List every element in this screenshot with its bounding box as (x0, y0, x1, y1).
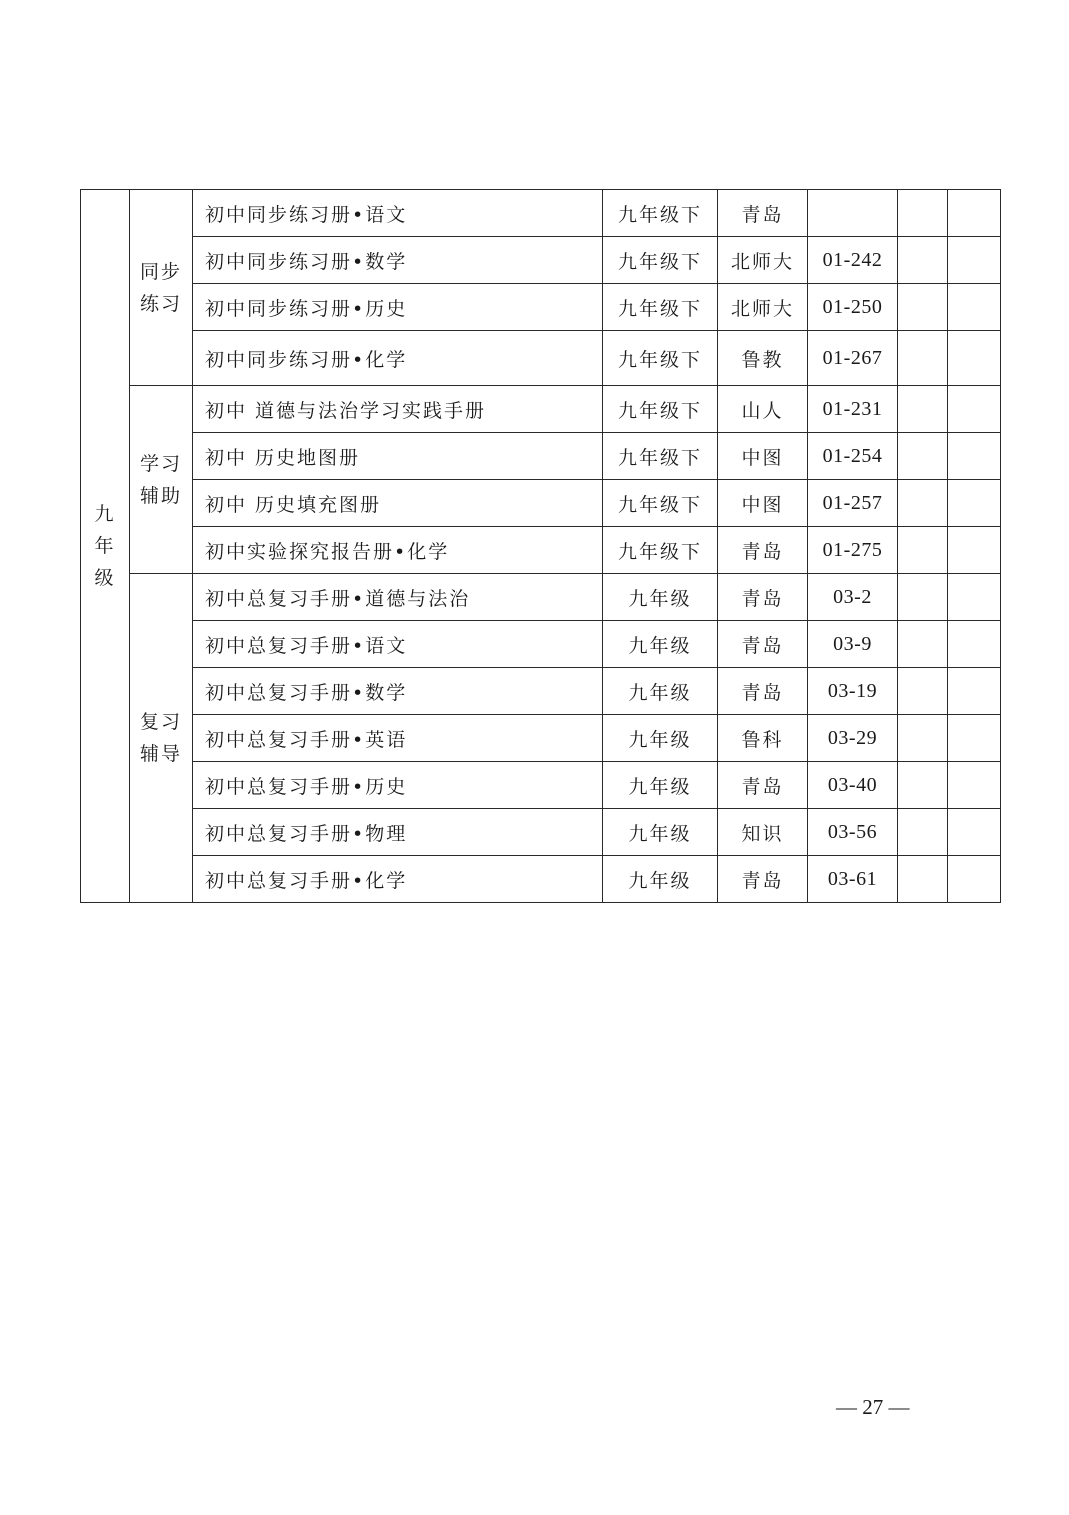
code-cell: 01-257 (808, 480, 898, 527)
empty-cell (898, 856, 948, 903)
book-title-cell: 初中同步练习册•语文 (193, 190, 603, 237)
grade-cell-value: 九年级 (603, 621, 718, 668)
empty-cell (948, 574, 1001, 621)
category-cell (130, 574, 193, 903)
grade-cell-value: 九年级 (603, 668, 718, 715)
empty-cell (898, 574, 948, 621)
code-cell: 01-267 (808, 331, 898, 386)
grade-cell-value: 九年级下 (603, 480, 718, 527)
table-row (81, 386, 1001, 433)
grade-cell-value: 九年级 (603, 809, 718, 856)
publisher-cell: 北师大 (718, 284, 808, 331)
grade-label-cell (81, 190, 130, 903)
grade-cell-value: 九年级下 (603, 237, 718, 284)
textbook-table (80, 189, 1001, 903)
empty-cell (898, 284, 948, 331)
book-title-cell: 初中总复习手册•道德与法治 (193, 574, 603, 621)
table-row (81, 480, 1001, 527)
table-row (81, 668, 1001, 715)
empty-cell (898, 527, 948, 574)
code-cell: 03-61 (808, 856, 898, 903)
empty-cell (948, 480, 1001, 527)
empty-cell (948, 433, 1001, 480)
publisher-cell: 青岛 (718, 574, 808, 621)
empty-cell (898, 668, 948, 715)
category-label-line: 练习 (139, 292, 182, 315)
code-cell: 03-9 (808, 621, 898, 668)
grade-cell-value: 九年级下 (603, 527, 718, 574)
grade-label-char: 九 (94, 503, 116, 525)
empty-cell (948, 809, 1001, 856)
category-label-line: 复习 (139, 711, 182, 733)
table-row (81, 237, 1001, 284)
grade-cell-value: 九年级下 (603, 386, 718, 433)
publisher-cell: 青岛 (718, 190, 808, 237)
category-label-line: 学习 (139, 452, 182, 475)
empty-cell (898, 809, 948, 856)
table-row (81, 527, 1001, 574)
book-title-cell: 初中同步练习册•数学 (193, 237, 603, 284)
book-title-cell: 初中同步练习册•化学 (193, 331, 603, 386)
code-cell: 03-40 (808, 762, 898, 809)
table-row (81, 284, 1001, 331)
book-title-cell: 初中总复习手册•历史 (193, 762, 603, 809)
empty-cell (948, 527, 1001, 574)
page-number: — 27 — (836, 1395, 910, 1419)
empty-cell (948, 190, 1001, 237)
book-title-cell: 初中总复习手册•化学 (193, 856, 603, 903)
table-row (81, 809, 1001, 856)
empty-cell (948, 621, 1001, 668)
category-cell (130, 190, 193, 386)
book-title-cell: 初中总复习手册•语文 (193, 621, 603, 668)
empty-cell (898, 715, 948, 762)
code-cell: 03-2 (808, 574, 898, 621)
code-cell: 01-231 (808, 386, 898, 433)
category-cell (130, 386, 193, 574)
book-title-cell: 初中 历史填充图册 (193, 480, 603, 527)
publisher-cell: 青岛 (718, 527, 808, 574)
grade-cell-value: 九年级下 (603, 190, 718, 237)
book-title-cell: 初中总复习手册•物理 (193, 809, 603, 856)
empty-cell (898, 386, 948, 433)
code-cell: 01-250 (808, 284, 898, 331)
empty-cell (948, 856, 1001, 903)
table-row (81, 762, 1001, 809)
code-cell: 01-275 (808, 527, 898, 574)
publisher-cell: 山人 (718, 386, 808, 433)
publisher-cell: 鲁科 (718, 715, 808, 762)
code-cell: 03-29 (808, 715, 898, 762)
empty-cell (948, 762, 1001, 809)
publisher-cell: 鲁教 (718, 331, 808, 386)
grade-cell-value: 九年级 (603, 715, 718, 762)
table-row (81, 715, 1001, 762)
book-title-cell: 初中总复习手册•英语 (193, 715, 603, 762)
empty-cell (948, 284, 1001, 331)
grade-cell-value: 九年级下 (603, 433, 718, 480)
table-row (81, 856, 1001, 903)
category-label-line: 辅助 (139, 484, 182, 507)
grade-cell-value: 九年级 (603, 762, 718, 809)
grade-label-char: 年 (94, 535, 116, 557)
publisher-cell: 青岛 (718, 668, 808, 715)
grade-cell-value: 九年级 (603, 856, 718, 903)
publisher-cell: 知识 (718, 809, 808, 856)
grade-cell-value: 九年级 (603, 574, 718, 621)
grade-label-char: 级 (94, 567, 116, 589)
code-cell: 03-19 (808, 668, 898, 715)
category-label-line: 辅导 (139, 743, 182, 765)
table-row (81, 190, 1001, 237)
publisher-cell: 北师大 (718, 237, 808, 284)
code-cell (808, 190, 898, 237)
grade-cell-value: 九年级下 (603, 284, 718, 331)
code-cell: 01-254 (808, 433, 898, 480)
book-title-cell: 初中 历史地图册 (193, 433, 603, 480)
code-cell: 01-242 (808, 237, 898, 284)
table-row (81, 331, 1001, 386)
empty-cell (898, 331, 948, 386)
book-title-cell: 初中同步练习册•历史 (193, 284, 603, 331)
empty-cell (948, 715, 1001, 762)
book-title-cell: 初中总复习手册•数学 (193, 668, 603, 715)
publisher-cell: 青岛 (718, 856, 808, 903)
empty-cell (898, 621, 948, 668)
empty-cell (948, 237, 1001, 284)
publisher-cell: 中图 (718, 433, 808, 480)
grade-cell-value: 九年级下 (603, 331, 718, 386)
table-row (81, 621, 1001, 668)
publisher-cell: 中图 (718, 480, 808, 527)
book-title-cell: 初中实验探究报告册•化学 (193, 527, 603, 574)
empty-cell (948, 386, 1001, 433)
empty-cell (898, 762, 948, 809)
table-row (81, 574, 1001, 621)
table-row (81, 433, 1001, 480)
empty-cell (898, 237, 948, 284)
publisher-cell: 青岛 (718, 621, 808, 668)
empty-cell (948, 331, 1001, 386)
empty-cell (898, 480, 948, 527)
category-label-line: 同步 (139, 260, 182, 283)
code-cell: 03-56 (808, 809, 898, 856)
empty-cell (898, 190, 948, 237)
empty-cell (948, 668, 1001, 715)
publisher-cell: 青岛 (718, 762, 808, 809)
empty-cell (898, 433, 948, 480)
book-title-cell: 初中 道德与法治学习实践手册 (193, 386, 603, 433)
